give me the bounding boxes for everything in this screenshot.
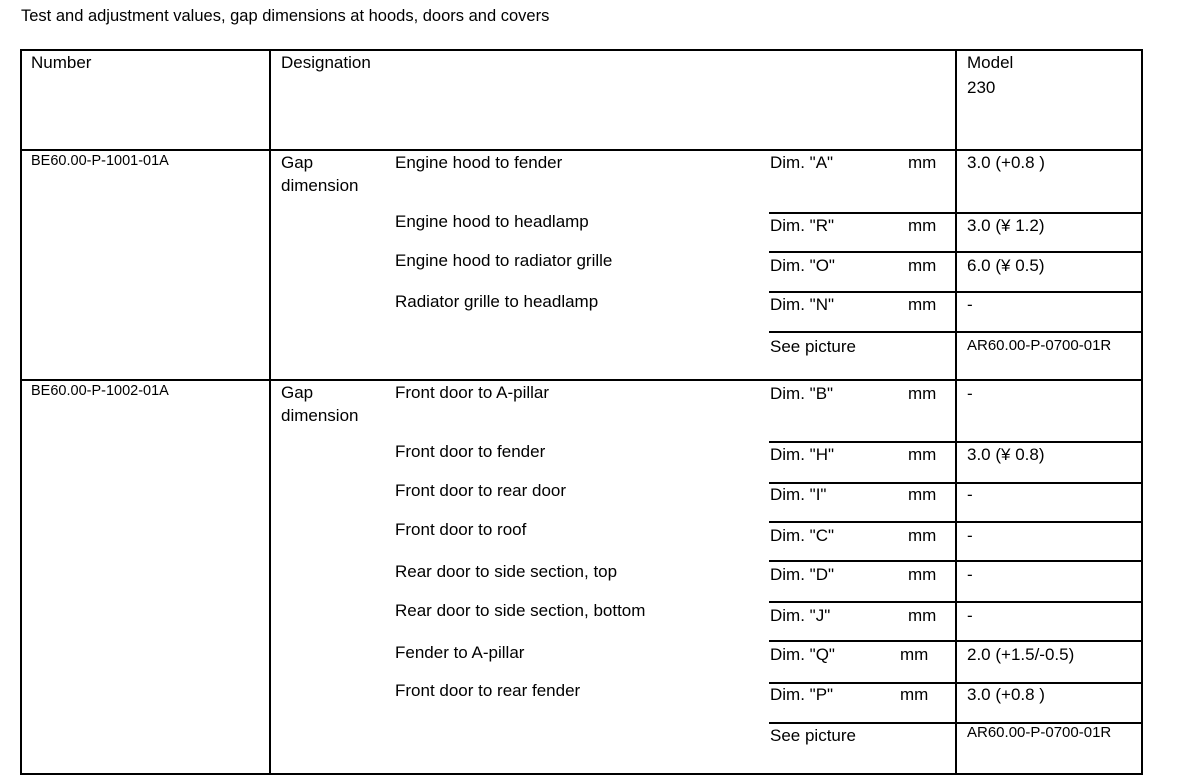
row-dim: Dim. "O" [770,256,835,275]
row-unit: mm [908,295,937,314]
row-dim: Dim. "B" [770,384,834,403]
row-value: - [967,565,973,584]
row-dim: Dim. "N" [770,295,835,314]
page-title: Test and adjustment values, gap dimensions at hoods, doors and covers [21,7,550,25]
row-item: Engine hood to fender [395,153,563,172]
row-dim: Dim. "R" [770,216,835,235]
row-unit: mm [900,645,929,664]
group-designation-line2: dimension [281,406,359,425]
row-item: Fender to A-pillar [395,643,525,662]
row-dim: Dim. "Q" [770,645,835,664]
group-designation-line2: dimension [281,176,359,195]
row-dim: Dim. "I" [770,485,827,504]
row-unit: mm [908,485,937,504]
row-item: Rear door to side section, bottom [395,601,646,620]
row-unit: mm [908,216,937,235]
header-designation: Designation [281,53,371,72]
row-value: - [967,485,973,504]
group-number: BE60.00-P-1001-01A [31,153,169,169]
header-model-value: 230 [967,78,996,97]
header-model-label: Model [967,53,1014,72]
row-value: 2.0 (+1.5/-0.5) [967,645,1075,664]
row-item: Engine hood to headlamp [395,212,589,231]
see-picture-label: See picture [770,726,856,745]
group-designation-line1: Gap [281,383,314,402]
row-dim: Dim. "P" [770,685,834,704]
row-item: Front door to A-pillar [395,383,550,402]
row-unit: mm [908,526,937,545]
row-unit: mm [908,565,937,584]
row-unit: mm [908,445,937,464]
row-item: Radiator grille to headlamp [395,292,599,311]
row-unit: mm [900,685,929,704]
group-designation-line1: Gap [281,153,314,172]
row-value: 3.0 (¥ 1.2) [967,216,1045,235]
see-picture-label: See picture [770,337,856,356]
row-value: 6.0 (¥ 0.5) [967,256,1045,275]
row-value: 3.0 (+0.8 ) [967,685,1045,704]
row-dim: Dim. "H" [770,445,835,464]
picture-reference-link[interactable]: AR60.00-P-0700-01R [967,724,1112,741]
row-unit: mm [908,256,937,275]
row-item: Front door to fender [395,442,546,461]
header-number: Number [31,53,92,72]
row-unit: mm [908,606,937,625]
row-item: Front door to roof [395,520,527,539]
row-value: - [967,295,973,314]
row-value: - [967,606,973,625]
row-item: Rear door to side section, top [395,562,618,581]
row-item: Engine hood to radiator grille [395,251,613,270]
row-unit: mm [908,384,937,403]
row-unit: mm [908,153,937,172]
row-item: Front door to rear door [395,481,567,500]
row-value: 3.0 (+0.8 ) [967,153,1045,172]
row-dim: Dim. "D" [770,565,835,584]
picture-reference-link[interactable]: AR60.00-P-0700-01R [967,337,1112,354]
row-dim: Dim. "C" [770,526,835,545]
row-value: - [967,384,973,403]
row-dim: Dim. "A" [770,153,834,172]
row-item: Front door to rear fender [395,681,581,700]
row-dim: Dim. "J" [770,606,831,625]
row-value: - [967,526,973,545]
row-value: 3.0 (¥ 0.8) [967,445,1045,464]
group-number: BE60.00-P-1002-01A [31,383,169,399]
